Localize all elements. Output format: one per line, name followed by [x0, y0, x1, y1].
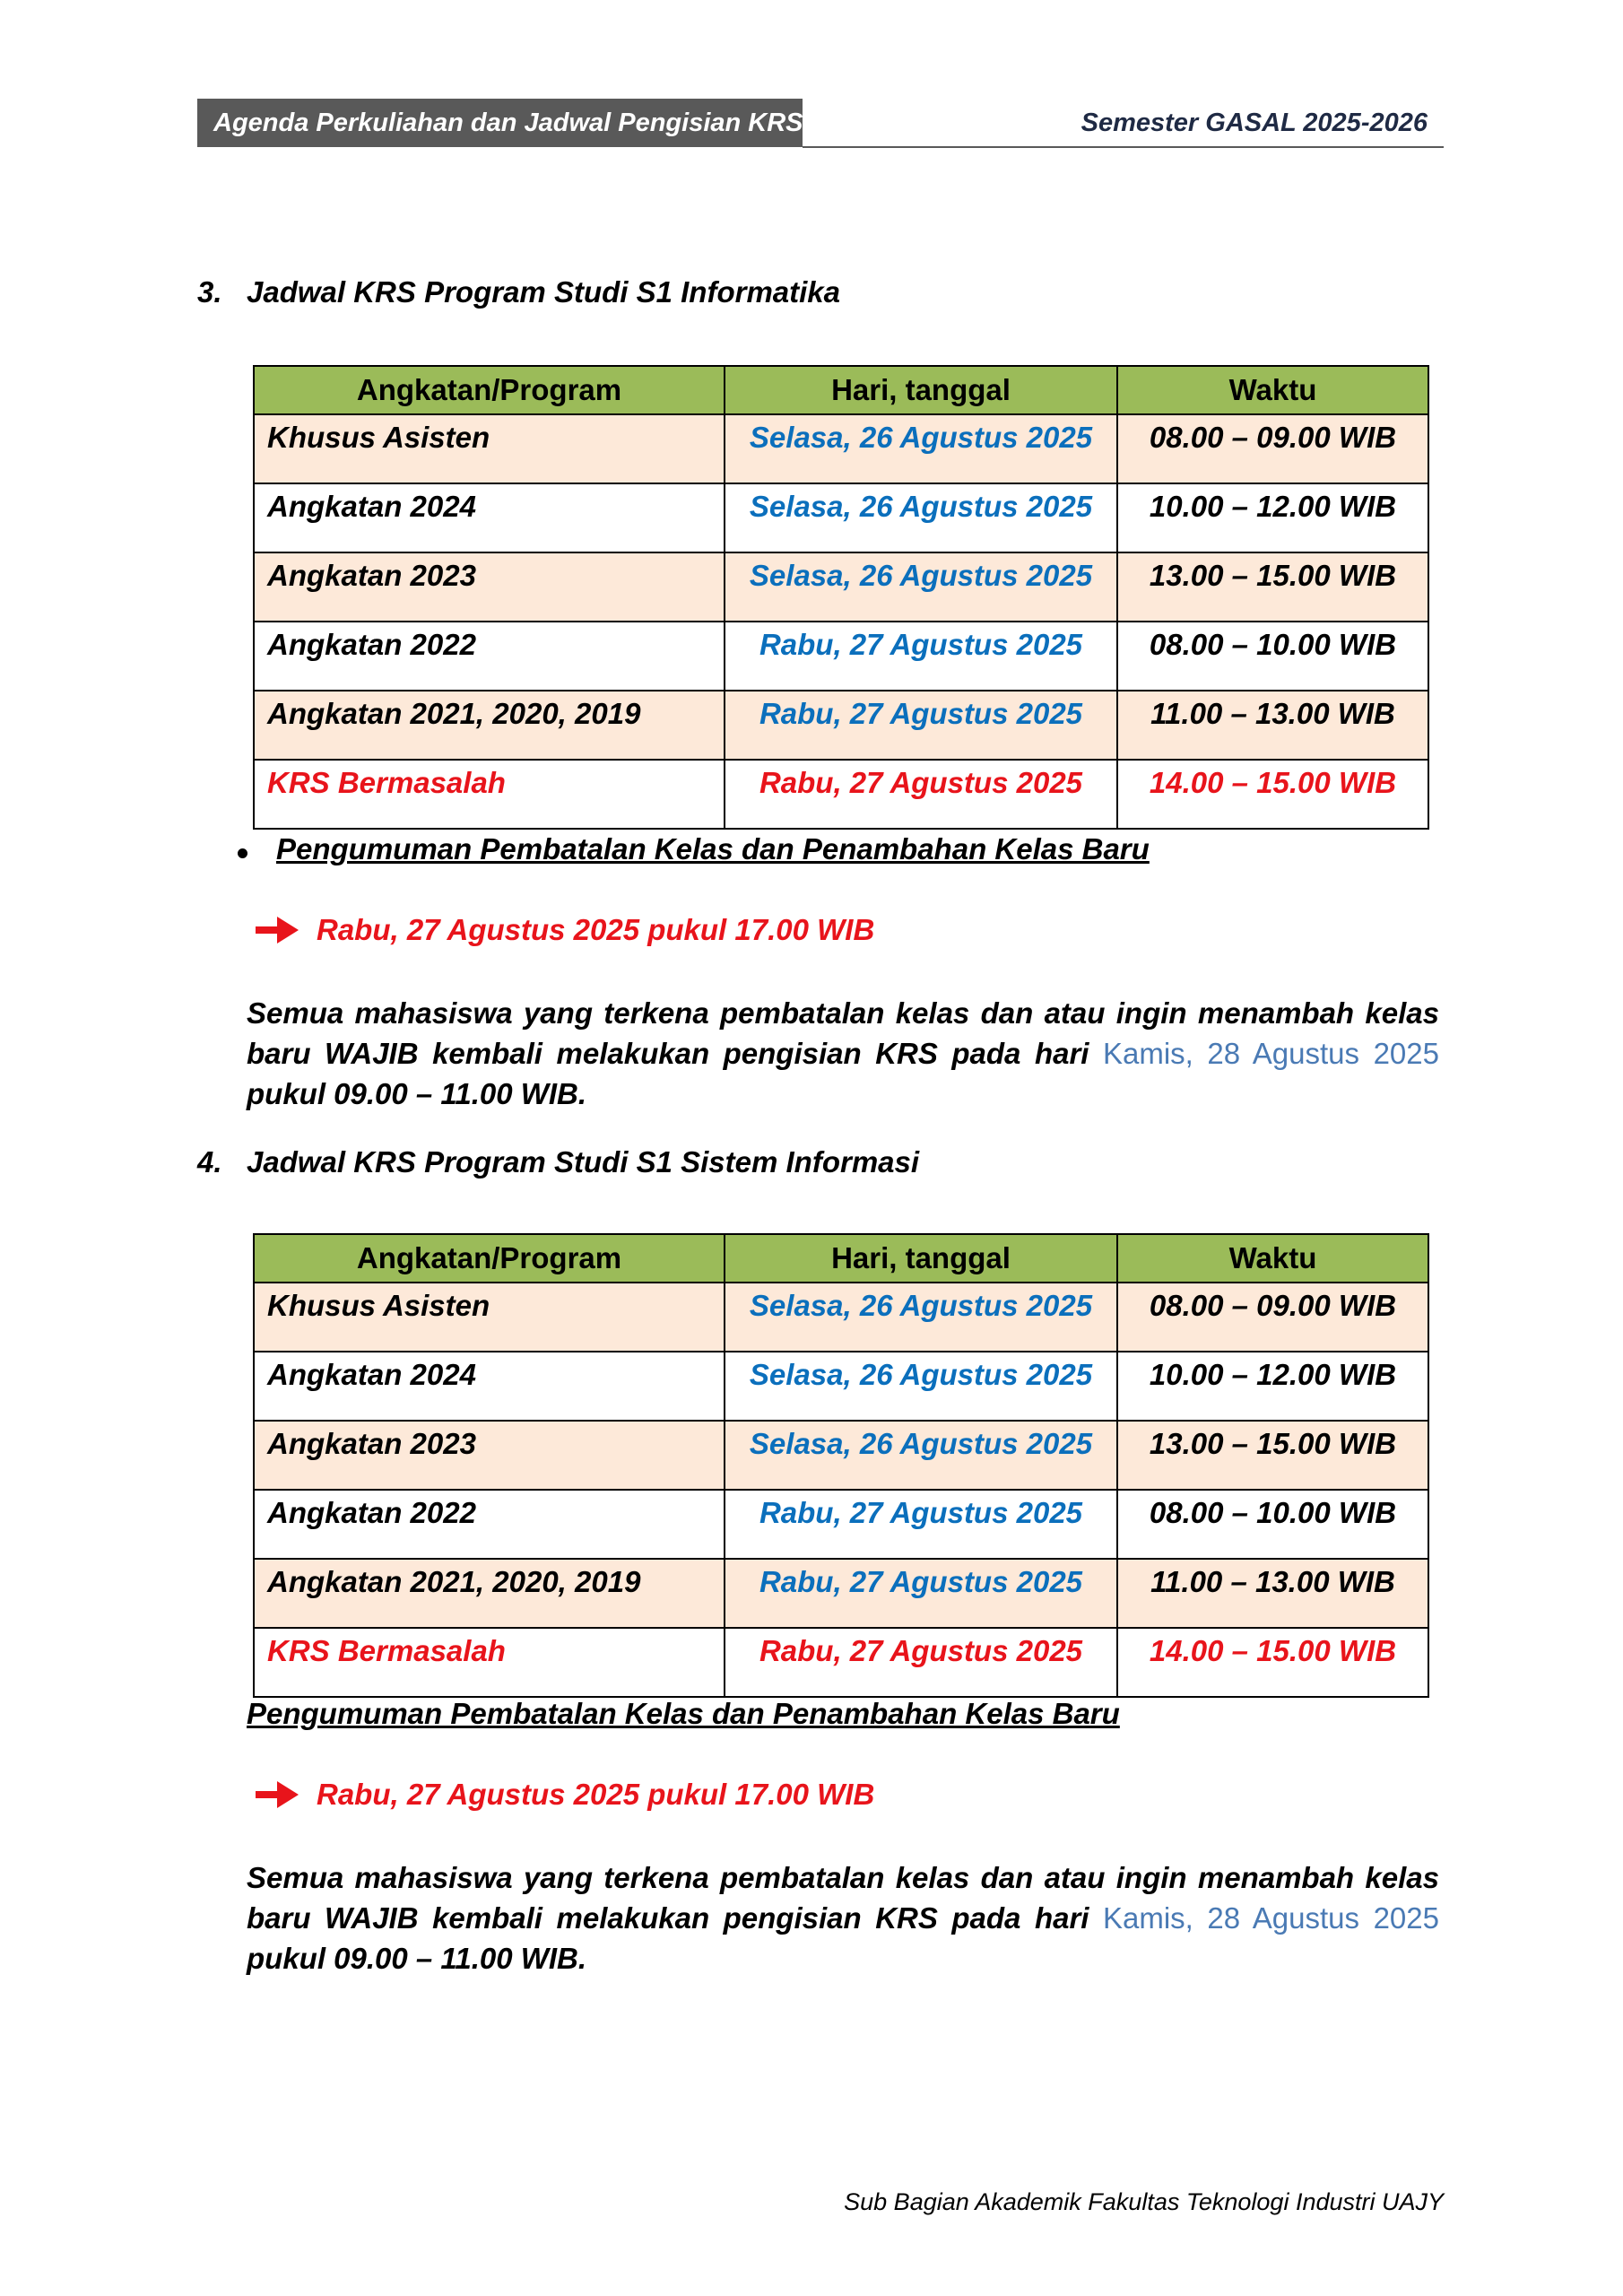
- column-header-date: Hari, tanggal: [725, 366, 1117, 414]
- section-title: [197, 275, 840, 309]
- announcement-date: Rabu, 27 Agustus 2025 pukul 17.00 WIB: [317, 1778, 875, 1811]
- column-header-program: Angkatan/Program: [254, 366, 725, 414]
- program-cell: Angkatan 2021, 2020, 2019: [254, 1559, 725, 1628]
- table-row: [254, 1283, 1428, 1352]
- paragraph-line: [247, 1033, 1439, 1074]
- date-cell: Rabu, 27 Agustus 2025: [725, 1559, 1117, 1628]
- date-cell: Rabu, 27 Agustus 2025: [725, 1490, 1117, 1559]
- date-cell: Selasa, 26 Agustus 2025: [725, 1283, 1117, 1352]
- section-number: 4.: [197, 1145, 222, 1178]
- date-cell: Selasa, 26 Agustus 2025: [725, 552, 1117, 622]
- date-cell: Rabu, 27 Agustus 2025: [725, 760, 1117, 829]
- date-cell: Selasa, 26 Agustus 2025: [725, 1352, 1117, 1421]
- table-row: [254, 1352, 1428, 1421]
- paragraph-line: Semua mahasiswa yang terkena pembatalan kelas dan atau ingin menambah kelas: [247, 1861, 1439, 1894]
- date-cell: Selasa, 26 Agustus 2025: [725, 1421, 1117, 1490]
- right-arrow-icon: [256, 917, 299, 944]
- section-title-text: Jadwal KRS Program Studi S1 Sistem Informasi: [247, 1145, 920, 1178]
- time-cell: 08.00 – 09.00 WIB: [1117, 1283, 1428, 1352]
- paragraph-text: baru WAJIB kembali melakukan pengisian KRS pada hari: [247, 1901, 1089, 1935]
- paragraph-line: pukul 09.00 – 11.00 WIB.: [247, 1942, 587, 1975]
- table-row: [254, 1490, 1428, 1559]
- time-cell: 08.00 – 09.00 WIB: [1117, 414, 1428, 483]
- column-header-time: Waktu: [1117, 366, 1428, 414]
- program-cell: Angkatan 2022: [254, 1490, 725, 1559]
- time-cell: 13.00 – 15.00 WIB: [1117, 1421, 1428, 1490]
- time-cell: 11.00 – 13.00 WIB: [1117, 1559, 1428, 1628]
- table-header-row: [254, 1234, 1428, 1283]
- time-cell: 10.00 – 12.00 WIB: [1117, 1352, 1428, 1421]
- date-cell: Selasa, 26 Agustus 2025: [725, 414, 1117, 483]
- table-row: [254, 760, 1428, 829]
- highlighted-date: Kamis, 28 Agustus 2025: [1103, 1901, 1439, 1935]
- time-cell: 08.00 – 10.00 WIB: [1117, 1490, 1428, 1559]
- table-row: [254, 1628, 1428, 1697]
- time-cell: 14.00 – 15.00 WIB: [1117, 760, 1428, 829]
- date-cell: Rabu, 27 Agustus 2025: [725, 622, 1117, 691]
- table-row: [254, 552, 1428, 622]
- table-row: [254, 691, 1428, 760]
- paragraph-line: Semua mahasiswa yang terkena pembatalan kelas dan atau ingin menambah kelas: [247, 996, 1439, 1030]
- column-header-date: Hari, tanggal: [725, 1234, 1117, 1283]
- bullet-icon: [238, 848, 247, 858]
- date-cell: Rabu, 27 Agustus 2025: [725, 1628, 1117, 1697]
- right-arrow-icon: [256, 1781, 299, 1808]
- column-header-program: Angkatan/Program: [254, 1234, 725, 1283]
- announcement-title: Pengumuman Pembatalan Kelas dan Penambahan Kelas Baru: [276, 832, 1150, 865]
- program-cell: Khusus Asisten: [254, 1283, 725, 1352]
- announcement-title: Pengumuman Pembatalan Kelas dan Penambahan Kelas Baru: [247, 1697, 1120, 1730]
- paragraph-text: baru WAJIB kembali melakukan pengisian KRS pada hari: [247, 1037, 1089, 1070]
- paragraph-line: [247, 1898, 1439, 1938]
- program-cell: KRS Bermasalah: [254, 760, 725, 829]
- table-header-row: [254, 366, 1428, 414]
- krs-schedule-table: [253, 365, 1429, 830]
- announcement-date-line: [256, 1778, 874, 1812]
- program-cell: Angkatan 2021, 2020, 2019: [254, 691, 725, 760]
- table-row: [254, 1559, 1428, 1628]
- date-cell: Selasa, 26 Agustus 2025: [725, 483, 1117, 552]
- krs-schedule-table: [253, 1233, 1429, 1698]
- section-title-text: Jadwal KRS Program Studi S1 Informatika: [247, 275, 840, 309]
- highlighted-date: Kamis, 28 Agustus 2025: [1103, 1037, 1439, 1070]
- page-footer: Sub Bagian Akademik Fakultas Teknologi Industri UAJY: [844, 2188, 1444, 2215]
- announcement-date-line: [256, 913, 874, 947]
- table-row: [254, 622, 1428, 691]
- table-row: [254, 483, 1428, 552]
- section-title: [197, 1145, 919, 1179]
- program-cell: Angkatan 2024: [254, 1352, 725, 1421]
- page-header: [197, 99, 1444, 149]
- program-cell: KRS Bermasalah: [254, 1628, 725, 1697]
- time-cell: 13.00 – 15.00 WIB: [1117, 552, 1428, 622]
- table-row: [254, 1421, 1428, 1490]
- instruction-paragraph: [247, 1857, 1439, 1979]
- announcement-date: Rabu, 27 Agustus 2025 pukul 17.00 WIB: [317, 913, 875, 946]
- time-cell: 10.00 – 12.00 WIB: [1117, 483, 1428, 552]
- section-number: 3.: [197, 275, 222, 309]
- date-cell: Rabu, 27 Agustus 2025: [725, 691, 1117, 760]
- semester-label: Semester GASAL 2025-2026: [1081, 109, 1428, 137]
- time-cell: 14.00 – 15.00 WIB: [1117, 1628, 1428, 1697]
- program-cell: Angkatan 2022: [254, 622, 725, 691]
- time-cell: 08.00 – 10.00 WIB: [1117, 622, 1428, 691]
- instruction-paragraph: [247, 993, 1439, 1114]
- time-cell: 11.00 – 13.00 WIB: [1117, 691, 1428, 760]
- program-cell: Angkatan 2024: [254, 483, 725, 552]
- program-cell: Khusus Asisten: [254, 414, 725, 483]
- document-title: Agenda Perkuliahan dan Jadwal Pengisian KRS: [197, 99, 803, 147]
- column-header-time: Waktu: [1117, 1234, 1428, 1283]
- table-row: [254, 414, 1428, 483]
- paragraph-line: pukul 09.00 – 11.00 WIB.: [247, 1077, 587, 1110]
- program-cell: Angkatan 2023: [254, 1421, 725, 1490]
- program-cell: Angkatan 2023: [254, 552, 725, 622]
